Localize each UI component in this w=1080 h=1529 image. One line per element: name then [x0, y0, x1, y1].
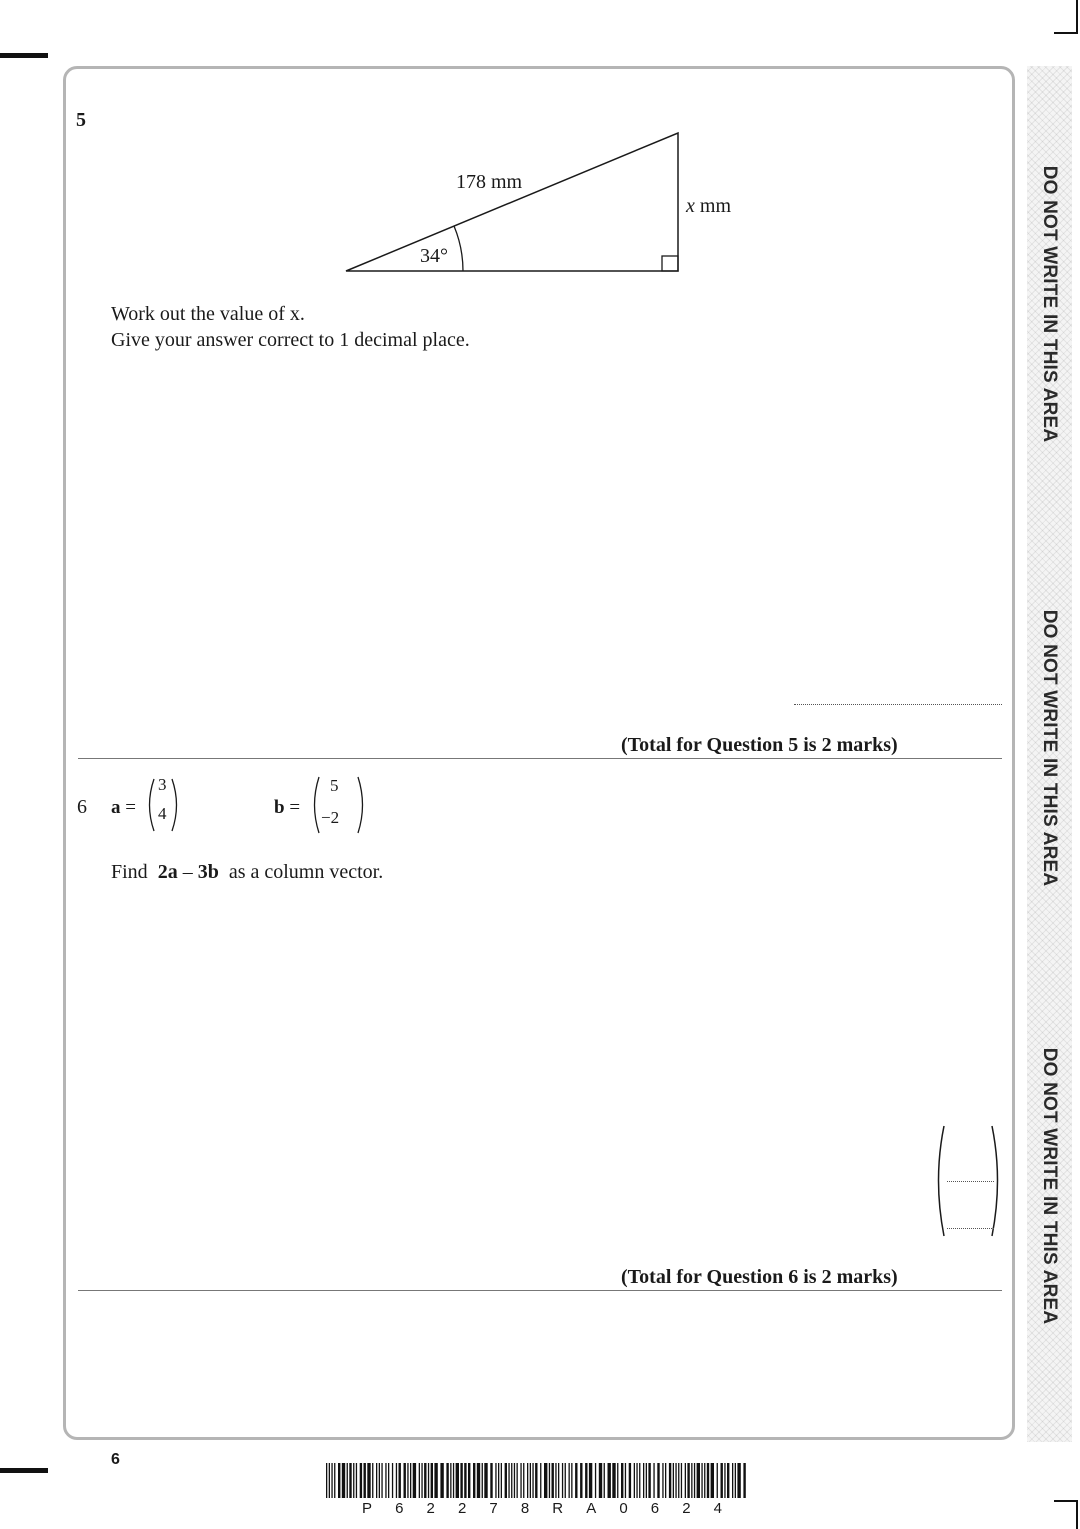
- barcode-bar: [549, 1463, 550, 1498]
- barcode-char: R: [552, 1500, 564, 1517]
- barcode-bar: [685, 1463, 686, 1498]
- barcode-bar: [629, 1463, 631, 1498]
- answer-line-q5[interactable]: [794, 704, 1002, 705]
- right-angle-marker: [662, 256, 678, 271]
- barcode-bar: [334, 1463, 335, 1498]
- barcode-bar: [687, 1463, 689, 1498]
- barcode-bar: [508, 1463, 509, 1498]
- barcode-bar: [599, 1463, 602, 1498]
- barcode-bar: [372, 1463, 373, 1498]
- barcode-bar: [338, 1463, 340, 1498]
- barcode-char: 6: [395, 1500, 404, 1517]
- barcode-char: 0: [619, 1500, 628, 1517]
- barcode-bar: [498, 1463, 499, 1498]
- barcode-bar: [349, 1463, 351, 1498]
- barcode-bar: [617, 1463, 618, 1498]
- registration-corner-top-right: [1054, 0, 1078, 34]
- barcode-bar: [662, 1463, 663, 1498]
- barcode-bar: [643, 1463, 644, 1498]
- barcode-bar: [392, 1463, 393, 1498]
- barcode-bar: [585, 1463, 587, 1498]
- barcode-bar: [505, 1463, 507, 1498]
- barcode-bar: [460, 1463, 462, 1498]
- barcode-bar: [721, 1463, 723, 1498]
- question-5-divider: [78, 758, 1002, 759]
- triangle-shape: [346, 133, 678, 271]
- barcode-char: 2: [682, 1500, 691, 1517]
- barcode-bar: [634, 1463, 635, 1498]
- barcode-bar: [484, 1463, 487, 1498]
- barcode-bar: [678, 1463, 679, 1498]
- barcode-bar: [431, 1463, 433, 1498]
- barcode-text: [362, 1500, 722, 1517]
- barcode-bar: [540, 1463, 541, 1498]
- barcode-bar: [440, 1463, 443, 1498]
- question-5-number: 5: [76, 109, 86, 131]
- barcode-char: A: [586, 1500, 597, 1517]
- registration-mark-top-left: [0, 53, 48, 58]
- barcode-bar: [636, 1463, 637, 1498]
- barcode-bar: [490, 1463, 492, 1498]
- barcode-bar: [681, 1463, 682, 1498]
- angle-label: 34°: [420, 245, 448, 267]
- barcode-char: 8: [520, 1500, 530, 1517]
- answer-vector-brackets: [930, 1122, 1010, 1242]
- vector-a-bottom: 4: [158, 804, 167, 823]
- registration-corner-bottom-right: [1054, 1500, 1078, 1529]
- barcode-bar: [673, 1463, 674, 1498]
- barcode-bar: [639, 1463, 640, 1498]
- barcode-bar: [381, 1463, 382, 1498]
- barcode-bar: [571, 1463, 572, 1498]
- barcode-char: 2: [426, 1500, 435, 1517]
- barcode-bar: [530, 1463, 531, 1498]
- barcode-bar: [737, 1463, 740, 1498]
- barcode-bar: [446, 1463, 448, 1498]
- barcode-bar: [727, 1463, 729, 1498]
- barcode-bar: [421, 1463, 422, 1498]
- question-6-number: 6: [77, 796, 87, 818]
- barcode-bar: [434, 1463, 437, 1498]
- barcode-char: 4: [713, 1500, 722, 1517]
- barcode-bar: [604, 1463, 605, 1498]
- barcode-bar: [360, 1463, 362, 1498]
- barcode-bar: [353, 1463, 354, 1498]
- barcode-bar: [501, 1463, 502, 1498]
- barcode-bar: [419, 1463, 420, 1498]
- barcode-bar: [453, 1463, 454, 1498]
- barcode-bar: [424, 1463, 426, 1498]
- barcode-bar: [665, 1463, 666, 1498]
- barcode-bar: [562, 1463, 563, 1498]
- barcode-bar: [511, 1463, 512, 1498]
- barcode-bar: [646, 1463, 647, 1498]
- barcode-bar: [450, 1463, 451, 1498]
- barcode-bar: [608, 1463, 611, 1498]
- barcode-bar: [743, 1463, 745, 1498]
- barcode: [326, 1463, 750, 1498]
- vector-a-label: a =: [111, 797, 136, 818]
- barcode-bar: [653, 1463, 654, 1498]
- barcode-bar: [520, 1463, 521, 1498]
- barcode-bar: [514, 1463, 515, 1498]
- barcode-bar: [482, 1463, 483, 1498]
- barcode-bar: [331, 1463, 332, 1498]
- barcode-bar: [342, 1463, 345, 1498]
- barcode-bar: [527, 1463, 528, 1498]
- barcode-bar: [595, 1463, 596, 1498]
- barcode-bar: [669, 1463, 671, 1498]
- barcode-bar: [724, 1463, 725, 1498]
- barcode-char: 2: [457, 1500, 467, 1517]
- side-x-label: x mm: [686, 195, 732, 217]
- barcode-bar: [379, 1463, 380, 1498]
- vector-a-top: 3: [158, 775, 167, 794]
- barcode-char: 6: [650, 1500, 660, 1517]
- barcode-bar: [404, 1463, 406, 1498]
- barcode-bar: [473, 1463, 475, 1498]
- barcode-bar: [495, 1463, 496, 1498]
- barcode-bar: [565, 1463, 566, 1498]
- vector-b-label: b =: [274, 797, 301, 818]
- barcode-bar: [410, 1463, 411, 1498]
- barcode-bar: [711, 1463, 714, 1498]
- barcode-bar: [707, 1463, 709, 1498]
- barcode-bar: [477, 1463, 480, 1498]
- question-5-instruction-2: Give your answer correct to 1 decimal place.: [111, 329, 470, 351]
- barcode-bar: [648, 1463, 650, 1498]
- barcode-bar: [532, 1463, 533, 1498]
- page-number: 6: [111, 1451, 120, 1468]
- barcode-bar: [697, 1463, 700, 1498]
- barcode-bar: [621, 1463, 623, 1498]
- barcode-bar: [569, 1463, 570, 1498]
- barcode-bar: [558, 1463, 559, 1498]
- registration-mark-bottom-left: [0, 1468, 48, 1473]
- barcode-bar: [675, 1463, 676, 1498]
- barcode-bar: [356, 1463, 357, 1498]
- barcode-bar: [694, 1463, 695, 1498]
- barcode-bar: [555, 1463, 556, 1498]
- barcode-bar: [552, 1463, 554, 1498]
- barcode-bar: [625, 1463, 626, 1498]
- vector-b-bottom: −2: [321, 808, 340, 827]
- barcode-bar: [575, 1463, 577, 1498]
- barcode-bar: [326, 1463, 327, 1498]
- barcode-bar: [385, 1463, 386, 1498]
- barcode-bar: [535, 1463, 537, 1498]
- barcode-bar: [329, 1463, 330, 1498]
- question-6-total: (Total for Question 6 is 2 marks): [621, 1266, 898, 1288]
- answer-vector-top-field[interactable]: [947, 1181, 994, 1182]
- barcode-bar: [428, 1463, 429, 1498]
- answer-vector-bottom-field[interactable]: [947, 1228, 994, 1229]
- barcode-bar: [388, 1463, 389, 1498]
- barcode-bar: [717, 1463, 718, 1498]
- barcode-bar: [732, 1463, 733, 1498]
- hypotenuse-label: 178 mm: [456, 171, 523, 193]
- vector-b-top: 5: [330, 776, 339, 795]
- barcode-bar: [376, 1463, 377, 1498]
- barcode-bar: [364, 1463, 366, 1498]
- barcode-bar: [517, 1463, 518, 1498]
- barcode-bar: [523, 1463, 524, 1498]
- barcode-char: 7: [489, 1500, 498, 1517]
- barcode-char: P: [362, 1500, 373, 1517]
- barcode-bar: [589, 1463, 592, 1498]
- barcode-bar: [544, 1463, 547, 1498]
- question-6-divider: [78, 1290, 1002, 1291]
- barcode-bar: [413, 1463, 416, 1498]
- barcode-bar: [704, 1463, 705, 1498]
- question-5-instruction-1: Work out the value of x.: [111, 303, 305, 325]
- barcode-bar: [407, 1463, 408, 1498]
- barcode-bar: [580, 1463, 582, 1498]
- barcode-bar: [657, 1463, 659, 1498]
- angle-arc: [454, 226, 463, 271]
- barcode-bar: [464, 1463, 466, 1498]
- barcode-bar: [399, 1463, 401, 1498]
- barcode-bar: [701, 1463, 702, 1498]
- barcode-bar: [735, 1463, 736, 1498]
- barcode-bar: [347, 1463, 348, 1498]
- barcode-bar: [468, 1463, 470, 1498]
- barcode-bar: [367, 1463, 370, 1498]
- barcode-bar: [456, 1463, 459, 1498]
- barcode-bar: [396, 1463, 397, 1498]
- barcode-bar: [691, 1463, 692, 1498]
- barcode-bar: [612, 1463, 615, 1498]
- question-6-instruction: Find 2a – 3b as a column vector.: [111, 861, 384, 883]
- question-5-total: (Total for Question 5 is 2 marks): [621, 734, 898, 756]
